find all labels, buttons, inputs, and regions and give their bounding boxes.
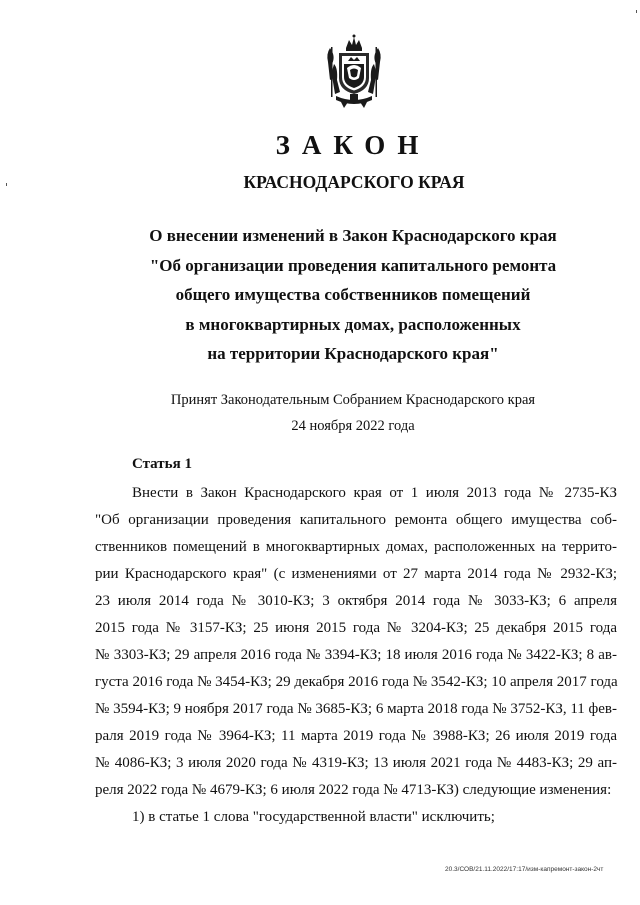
body-line: № 3303-КЗ; 29 апреля 2016 года № 3394-КЗ; 18 июля 2016 года № 3422-КЗ; 8 ав- (95, 647, 617, 663)
body-line: ственников помещений в многоквартирных домах, расположенных на террито- (95, 539, 617, 555)
heading-line: в многоквартирных домах, расположенных (185, 314, 521, 334)
body-line: реля 2022 года № 4679-КЗ; 6 июля 2022 года № 4713-КЗ) следующие изменения: (95, 782, 612, 798)
body-line: рии Краснодарского края" (с изменениями от 27 марта 2014 года № 2932-КЗ; (95, 566, 617, 582)
body-line: № 3594-КЗ; 9 ноября 2017 года № 3685-КЗ; 6 марта 2018 года № 3752-КЗ, 11 фев- (95, 701, 617, 717)
list-item: 1) в статье 1 слова "государственной власти" исключить; (132, 809, 495, 825)
body-line: густа 2016 года № 3454-КЗ; 29 декабря 2016 года № 3542-КЗ; 10 апреля 2017 года (95, 674, 618, 690)
scan-speck (636, 10, 637, 13)
law-title: ЗАКОН (275, 130, 431, 160)
heading-line: "Об организации проведения капитального ремонта (149, 255, 557, 275)
krasnodar-coat-of-arms-icon (322, 34, 386, 112)
law-heading (0, 221, 640, 369)
document-code: 20.3/СОВ/21.11.2022/17:17/изм-капремонт-закон-2чт (445, 866, 604, 873)
body-line: № 4086-КЗ; 3 июля 2020 года № 4319-КЗ; 13 июля 2021 года № 4483-КЗ; 29 ап- (95, 755, 617, 771)
heading-line: общего имущества собственников помещений (175, 285, 531, 304)
body-line: 23 июля 2014 года № 3010-КЗ; 3 октября 2014 года № 3033-КЗ; 6 апреля (95, 593, 617, 609)
body-line: "Об организации проведения капитального ремонта общего имущества соб- (95, 512, 617, 528)
region-title: КРАСНОДАРСКОГО КРАЯ (243, 172, 465, 192)
body-line: 2015 года № 3157-КЗ; 25 июня 2015 года № 3204-КЗ; 25 декабря 2015 года (95, 620, 617, 636)
heading-line: О внесении изменений в Закон Краснодарского края (149, 226, 557, 245)
heading-line: на территории Краснодарского края" (207, 344, 499, 363)
article-body (95, 480, 617, 831)
adoption-body: Принят Законодательным Собранием Краснодарского края (170, 392, 536, 408)
body-line: Внести в Закон Краснодарского края от 1 июля 2013 года № 2735-КЗ (132, 485, 617, 501)
article-title: Статья 1 (132, 456, 192, 472)
adoption-note (0, 387, 640, 439)
adoption-date: 24 ноября 2022 года (291, 418, 415, 434)
body-line: раля 2019 года № 3964-КЗ; 11 марта 2019 года № 3988-КЗ; 26 июля 2019 года (95, 728, 617, 744)
